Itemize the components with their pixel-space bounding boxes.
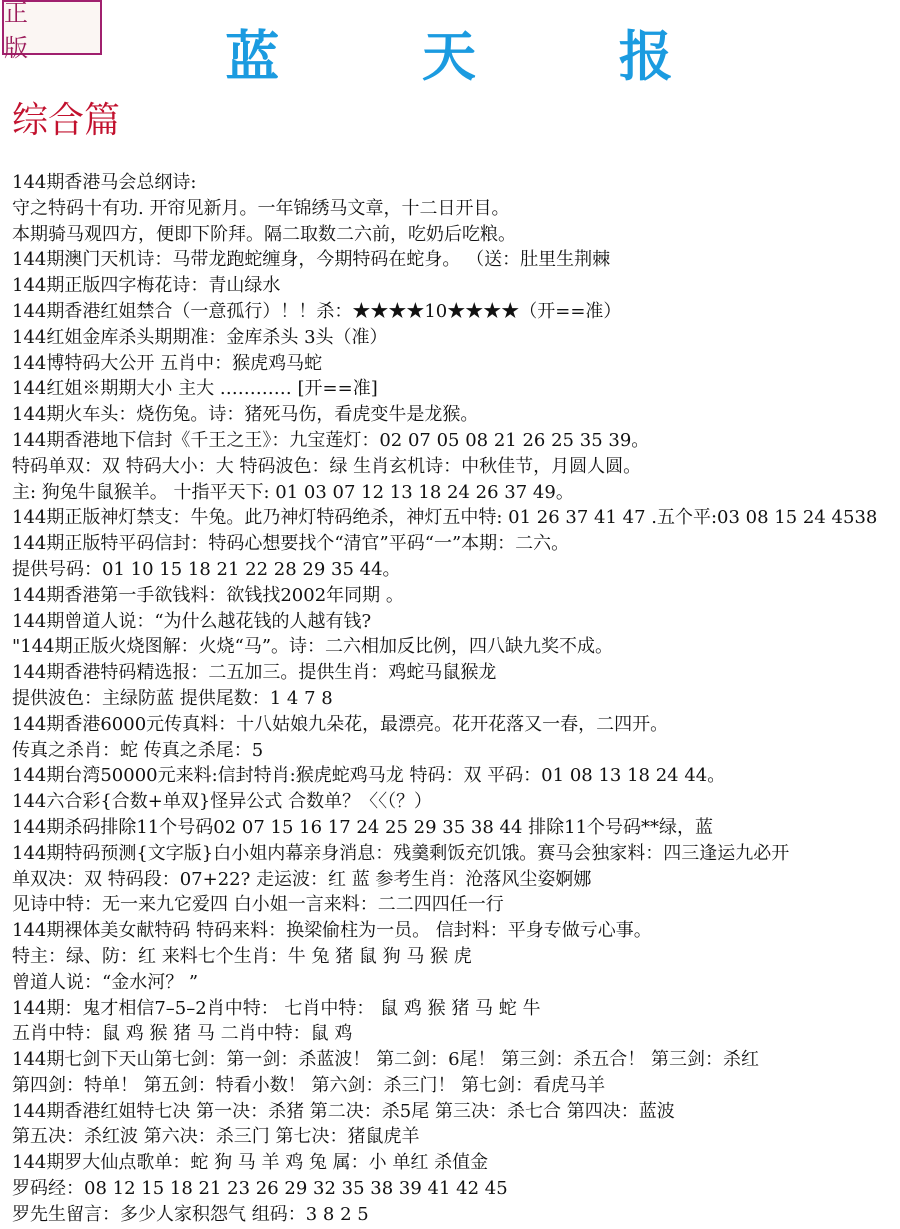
- text-line: 144期特码预测{文字版}白小姐内幕亲身消息：残羹剩饭充饥饿。赛马会独家料：四三逢运九必开: [12, 842, 790, 864]
- text-line: 特码单双：双 特码大小：大 特码波色：绿 生肖玄机诗：中秋佳节，月圆人圆。: [12, 455, 642, 477]
- text-line: 144期香港红姐禁合（一意孤行）！！杀：★★★★10★★★★（开==准）: [12, 300, 622, 322]
- text-line: 罗先生留言：多少人家积怨气 组码：3 8 2 5: [12, 1203, 369, 1225]
- text-line: 144期香港特码精选报：二五加三。提供生肖：鸡蛇马鼠猴龙: [12, 662, 497, 684]
- text-line: 守之特码十有功. 开帘见新月。一年锦绣马文章，十二日开目。: [12, 197, 510, 219]
- text-line: 144期香港第一手欲钱料：欲钱找2002年同期 。: [12, 584, 404, 606]
- text-line: 曾道人说：“金水河？ ”: [12, 971, 199, 993]
- text-line: 第五决：杀红波 第六决：杀三门 第七决：猪鼠虎羊: [12, 1126, 420, 1148]
- text-line: 144红姐金库杀头期期准：金库杀头 3头（准）: [12, 326, 388, 348]
- masthead-title: 蓝 天 报: [225, 24, 735, 88]
- text-line: 144期台湾50000元来料:信封特肖:猴虎蛇鸡马龙 特码：双 平码：01 08 13 18 24 44。: [12, 765, 726, 787]
- text-line: 144期香港6000元传真料：十八姑娘九朵花，最漂亮。花开花落又一春，二四开。: [12, 713, 669, 735]
- text-line: 144期正版四字梅花诗：青山绿水: [12, 275, 281, 297]
- text-line: 罗码经：08 12 15 18 21 23 26 29 32 35 38 39 41 42 45: [12, 1178, 508, 1200]
- text-line: 传真之杀肖：蛇 传真之杀尾：5: [12, 739, 264, 761]
- text-line: 144期曾道人说：“为什么越花钱的人越有钱?: [12, 610, 372, 632]
- text-line: 144博特码大公开 五肖中：猴虎鸡马蛇: [12, 352, 323, 374]
- text-line: 144期杀码排除11个号码02 07 15 16 17 24 25 29 35 38 44 排除11个号码**绿，蓝: [12, 816, 714, 838]
- text-line: 主: 狗兔牛鼠猴羊。 十指平天下: 01 03 07 12 13 18 24 26 37 49。: [12, 481, 574, 503]
- text-line: 见诗中特：无一来九它爱四 白小姐一言来料：二二四四任一行: [12, 894, 504, 916]
- text-line: 第四剑：特单！ 第五剑：特看小数！ 第六剑：杀三门！ 第七剑：看虎马羊: [12, 1074, 606, 1096]
- text-line: 144期澳门天机诗：马带龙跑蛇缠身，今期特码在蛇身。 （送：肚里生荆棘: [12, 249, 611, 271]
- text-line: 144红姐※期期大小 主大 ………… [开==准]: [12, 378, 378, 400]
- text-line: 五肖中特：鼠 鸡 猴 猪 马 二肖中特：鼠 鸡: [12, 1023, 353, 1045]
- text-line: 特主：绿、防：红 来料七个生肖：牛 兔 猪 鼠 狗 马 猴 虎: [12, 945, 472, 967]
- text-line: 单双决：双 特码段：07+22? 走运波：红 蓝 参考生肖：沧落风尘姿婀娜: [12, 868, 592, 890]
- text-line: 提供波色：主绿防蓝 提供尾数：1 4 7 8: [12, 687, 333, 709]
- text-line: 144六合彩{合数+单双}怪异公式 合数单？〈〈（？）: [12, 791, 433, 813]
- text-line: 144期正版神灯禁支：牛兔。此乃神灯特码绝杀，神灯五中特: 01 26 37 41 47 .五个平:03 08 15 24 4538: [12, 507, 878, 529]
- text-line: 144期香港红姐特七决 第一决：杀猪 第二决：杀5尾 第三决：杀七合 第四决：蓝波: [12, 1100, 675, 1122]
- text-line: 144期香港马会总纲诗:: [12, 172, 197, 193]
- text-line: 144期正版特平码信封：特码心想要找个“清官”平码“一”本期：二六。: [12, 533, 570, 555]
- text-line: 144期火车头：烧伤兔。诗：猪死马伤，看虎变牛是龙猴。: [12, 404, 479, 426]
- text-line: "144期正版火烧图解：火烧“马”。诗：二六相加反比例，四八缺九奖不成。: [12, 636, 614, 658]
- content-body: [12, 170, 898, 1228]
- text-line: 本期骑马观四方，便即下阶拜。隔二取数二六前，吃奶后吃粮。: [12, 223, 516, 245]
- text-line: 144期：鬼才相信7–5–2肖中特： 七肖中特： 鼠 鸡 猴 猪 马 蛇 牛: [12, 997, 541, 1019]
- section-title: 综合篇: [12, 100, 121, 141]
- text-line: 144期七剑下天山第七剑：第一剑：杀蓝波！ 第二剑：6尾！ 第三剑：杀五合！ 第三剑：杀红: [12, 1049, 759, 1071]
- edition-badge: 正 版: [2, 0, 102, 55]
- text-line: 提供号码：01 10 15 18 21 22 28 29 35 44。: [12, 558, 401, 580]
- text-line: 144期裸体美女献特码 特码来料：换梁偷柱为一员。 信封料：平身专做亏心事。: [12, 920, 652, 942]
- text-line: 144期香港地下信封《千王之王》：九宝莲灯：02 07 05 08 21 26 25 35 39。: [12, 429, 650, 451]
- text-line: 144期罗大仙点歌单：蛇 狗 马 羊 鸡 兔 属：小 单红 杀值金: [12, 1152, 489, 1174]
